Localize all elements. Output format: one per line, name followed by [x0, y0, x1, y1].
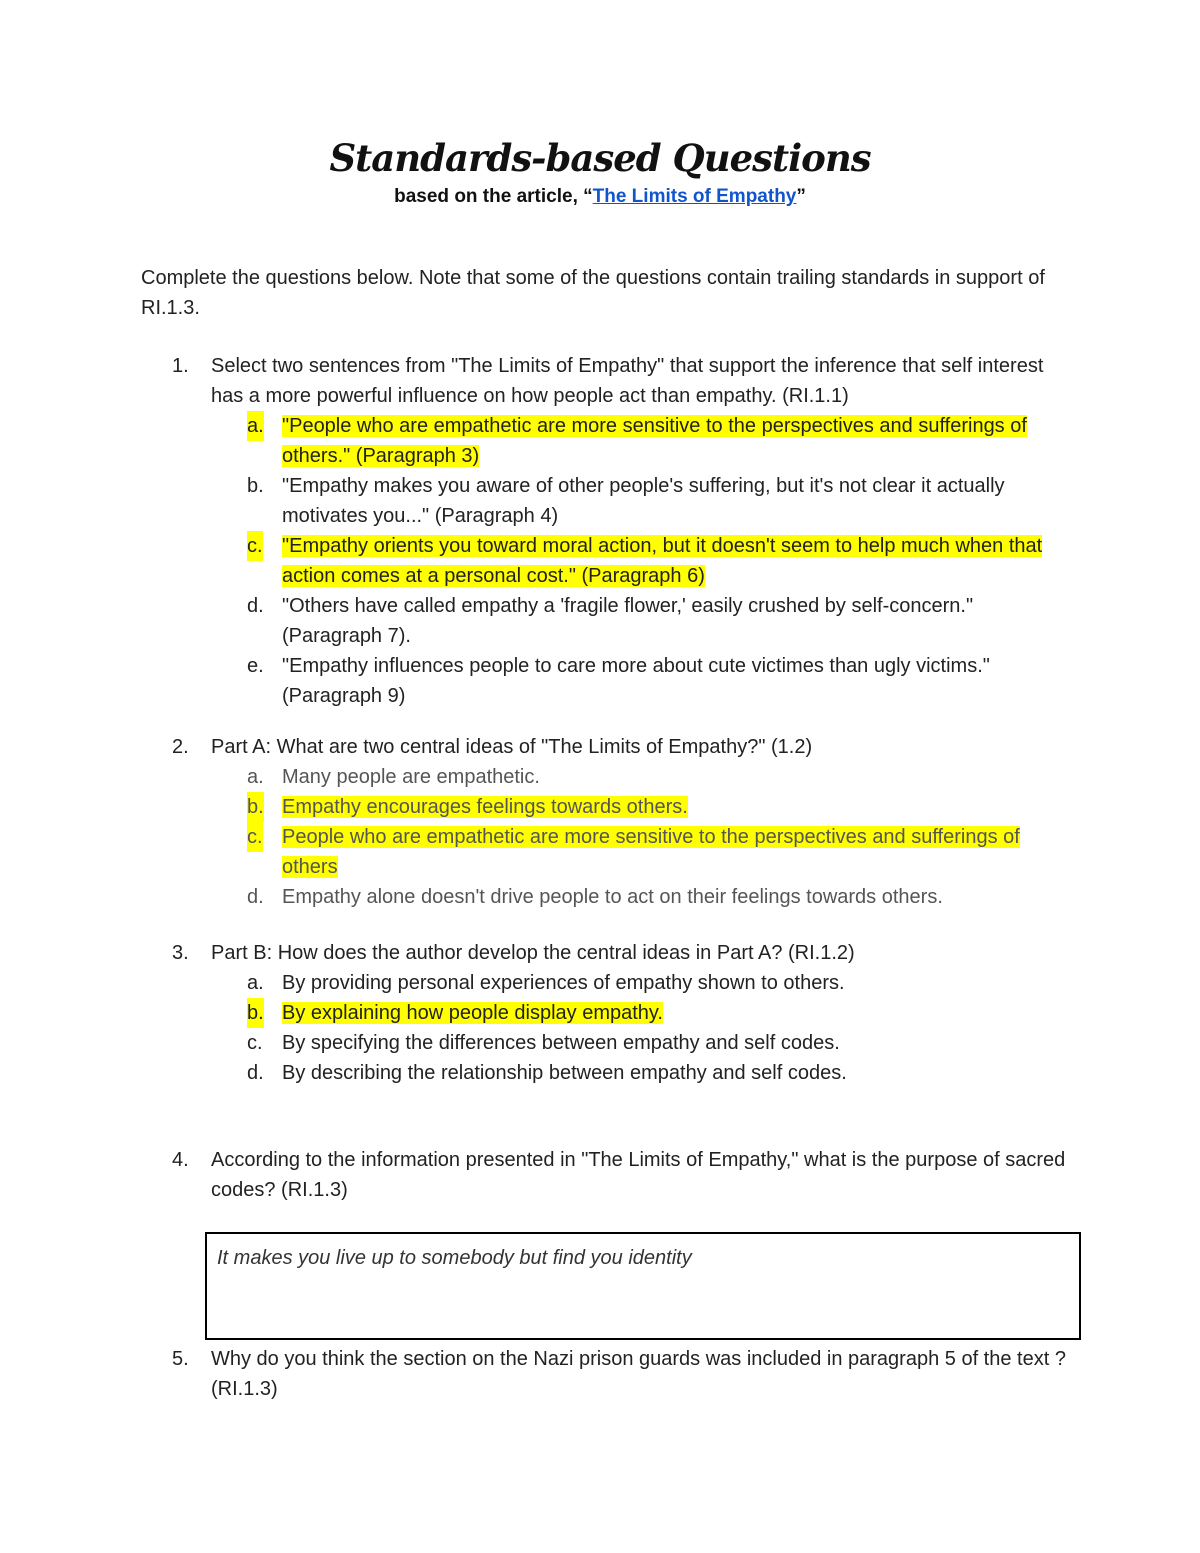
option-letter: b. [247, 792, 264, 822]
subtitle-suffix: ” [796, 186, 806, 207]
option-letter: c. [247, 531, 263, 561]
article-link[interactable]: The Limits of Empathy [592, 186, 797, 207]
option-letter: a. [247, 411, 264, 441]
option-b [247, 792, 1072, 822]
page-subtitle [0, 186, 1200, 208]
option-c [247, 531, 1072, 591]
option-a [247, 968, 1072, 998]
option-text: "Empathy influences people to care more about cute victimes than ugly victims." (Paragraph 9) [282, 655, 990, 707]
page-title: Standards-based Questions [329, 136, 871, 180]
option-b [247, 998, 1072, 1028]
option-b [247, 471, 1072, 531]
answer-box[interactable] [205, 1232, 1081, 1340]
option-a [247, 411, 1072, 471]
option-text: By explaining how people display empathy. [282, 1002, 663, 1024]
option-letter: d. [247, 595, 264, 617]
question-number: 3. [172, 942, 189, 964]
question-2 [172, 732, 1072, 912]
option-c [247, 822, 1072, 882]
option-letter: e. [247, 655, 264, 677]
question-text: According to the information presented in "The Limits of Empathy," what is the purpose of sacred codes? (RI.1.3) [211, 1149, 1066, 1201]
option-letter: b. [247, 475, 264, 497]
option-a [247, 762, 1072, 792]
question-number: 5. [172, 1348, 189, 1370]
question-text: Part A: What are two central ideas of "The Limits of Empathy?" (1.2) [211, 736, 813, 758]
instructions: Complete the questions below. Note that some of the questions contain trailing standards in support of RI.1.3. [141, 267, 1045, 319]
option-text: By describing the relationship between empathy and self codes. [282, 1062, 847, 1084]
question-number: 4. [172, 1149, 189, 1171]
option-letter: a. [247, 972, 264, 994]
option-text: "Empathy makes you aware of other people's suffering, but it's not clear it actually motivates you..." (Paragraph 4) [282, 475, 1005, 527]
options-list [247, 968, 1072, 1088]
question-number: 1. [172, 355, 189, 377]
option-text: Many people are empathetic. [282, 766, 540, 788]
option-text: People who are empathetic are more sensitive to the perspectives and sufferings of others [282, 826, 1020, 878]
option-c [247, 1028, 1072, 1058]
question-text: Part B: How does the author develop the central ideas in Part A? (RI.1.2) [211, 942, 855, 964]
answer-text: It makes you live up to somebody but find you identity [217, 1247, 692, 1269]
question-3 [172, 938, 1072, 1088]
question-5 [172, 1344, 1072, 1404]
subtitle-prefix: based on the article, “ [394, 186, 593, 207]
option-d [247, 591, 1072, 651]
question-number: 2. [172, 736, 189, 758]
option-letter: c. [247, 822, 263, 852]
question-1 [172, 351, 1072, 711]
option-text: Empathy encourages feelings towards others. [282, 796, 688, 818]
question-text: Select two sentences from "The Limits of Empathy" that support the inference that self interest has a more powerful influence on how people act than empathy. (RI.1.1) [211, 355, 1044, 407]
option-text: "Empathy orients you toward moral action, but it doesn't seem to help much when that action comes at a personal cost." (Paragraph 6) [282, 535, 1043, 587]
options-list [247, 762, 1072, 912]
option-text: "Others have called empathy a 'fragile flower,' easily crushed by self-concern." (Paragraph 7). [282, 595, 974, 647]
option-text: "People who are empathetic are more sensitive to the perspectives and sufferings of others." (Paragraph 3) [282, 415, 1027, 467]
option-letter: c. [247, 1032, 263, 1054]
question-text: Why do you think the section on the Nazi prison guards was included in paragraph 5 of the text ? (RI.1.3) [211, 1348, 1066, 1400]
option-e [247, 651, 1072, 711]
option-letter: a. [247, 766, 264, 788]
question-4 [172, 1145, 1072, 1205]
option-d [247, 1058, 1072, 1088]
option-letter: d. [247, 1062, 264, 1084]
option-text: By specifying the differences between empathy and self codes. [282, 1032, 840, 1054]
option-d [247, 882, 1072, 912]
options-list [247, 411, 1072, 711]
option-text: Empathy alone doesn't drive people to act on their feelings towards others. [282, 886, 943, 908]
option-letter: d. [247, 886, 264, 908]
option-letter: b. [247, 998, 264, 1028]
option-text: By providing personal experiences of empathy shown to others. [282, 972, 845, 994]
